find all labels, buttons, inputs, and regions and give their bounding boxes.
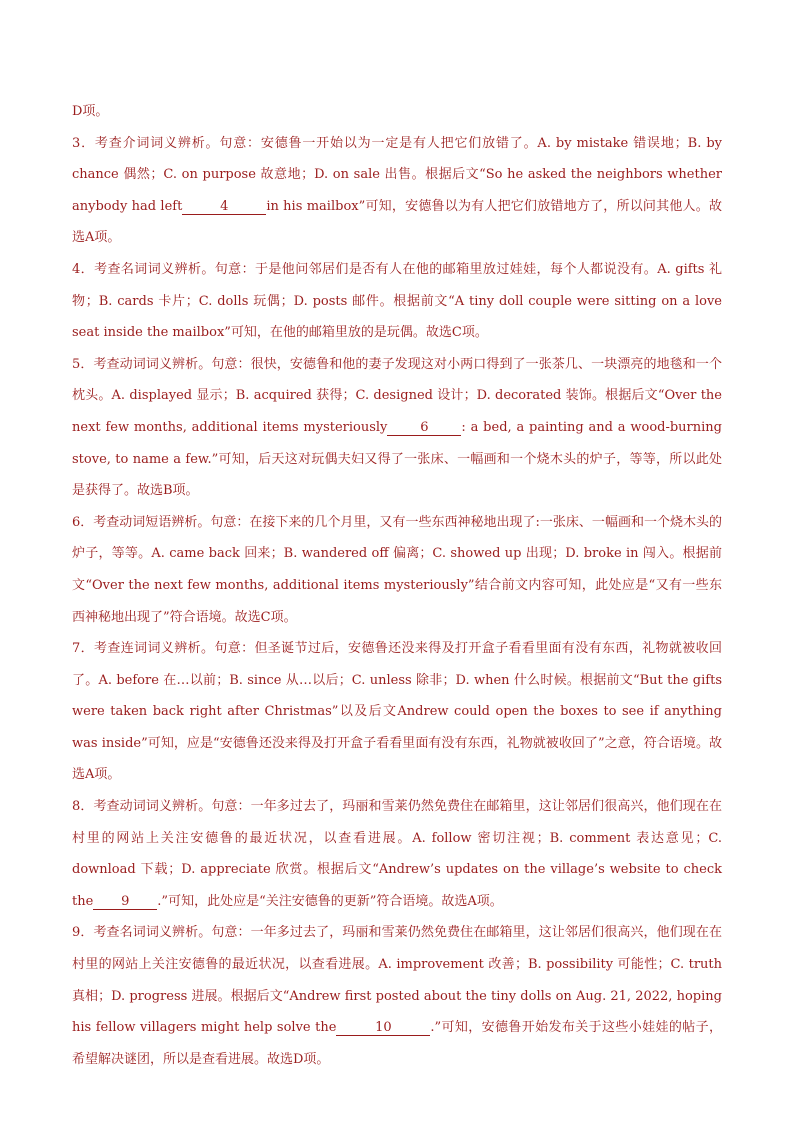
- answer-blank: 4: [182, 200, 266, 215]
- text-segment: 5．考查动词词义辨析。句意：很快，安德鲁和他的妻子发现这对小两口得到了一张茶几、一块漂亮的地毯和一个枕头。A. displayed 显示；B. acquired 获得；C. designed 设计；D. decorated 装饰。根据后文“Over the next few months, additional items mysteriously: [72, 356, 722, 435]
- text-segment: 9．考查名词词义辨析。句意：一年多过去了，玛丽和雪莱仍然免费住在邮箱里，这让邻居们很高兴，他们现在在村里的网站上关注安德鲁的最近状况，以查看进展。A. improvement 改善；B. possibility 可能性；C. truth 真相；D. progress 进展。根据后文“Andrew first posted about the tiny dolls on Aug. 21, 2022, hoping his fellow villagers might help solve the: [72, 925, 722, 1036]
- explanation-item-4: [72, 254, 722, 349]
- explanation-item-3: [72, 128, 722, 254]
- text-segment: 6．考查动词短语辨析。句意：在接下来的几个月里，又有一些东西神秘地出现了:一张床、一幅画和一个烧木头的炉子，等等。A. came back 回来；B. wandered off 偏离；C. showed up 出现；D. broke in 闯入。根据前文“Over the next few months, additional items mysteriously”结合前文内容可知，此处应是“又有一些东西神秘地出现了”符合语境。故选C项。: [72, 514, 722, 625]
- paragraph-continuation: [72, 96, 722, 128]
- answer-blank: 6: [387, 421, 461, 436]
- answer-explanations: [72, 96, 722, 1075]
- answer-blank: 10: [336, 1021, 430, 1036]
- text-segment: D项。: [72, 104, 109, 119]
- explanation-item-7: [72, 633, 722, 791]
- text-segment: : a bed, a painting and a wood-burning stove, to name a few.”可知，后天这对玩偶夫妇又得了一张床、一幅画和一个烧木头的炉子，等等，所以此处是获得了。故选B项。: [72, 419, 722, 499]
- answer-blank: 9: [93, 895, 157, 910]
- text-segment: 3．考查介词词义辨析。句意：安德鲁一开始以为一定是有人把它们放错了。A. by mistake 错误地；B. by chance 偶然；C. on purpose 故意地；D. on sale 出售。根据后文“So he asked the neighbors whether anybody had left: [72, 135, 722, 214]
- explanation-item-9: [72, 917, 722, 1075]
- text-segment: 8．考查动词词义辨析。句意：一年多过去了，玛丽和雪莱仍然免费住在邮箱里，这让邻居们很高兴，他们现在在村里的网站上关注安德鲁的最近状况，以查看进展。A. follow 密切注视；B. comment 表达意见；C. download 下载；D. appreciate 欣赏。根据后文“Andrew’s updates on the village’s website to check the: [72, 799, 722, 909]
- text-segment: in his mailbox”可知，安德鲁以为有人把它们放错地方了，所以问其他人。故选A项。: [72, 198, 722, 246]
- explanation-item-6: [72, 507, 722, 633]
- explanation-item-5: [72, 349, 722, 507]
- text-segment: .”可知，此处应是“关注安德鲁的更新”符合语境。故选A项。: [157, 893, 503, 909]
- text-segment: 4．考查名词词义辨析。句意：于是他问邻居们是否有人在他的邮箱里放过娃娃，每个人都说没有。A. gifts 礼物；B. cards 卡片；C. dolls 玩偶；D. posts 邮件。根据前文“A tiny doll couple were sitting on a love seat inside the mailbox”可知，在他的邮箱里放的是玩偶。故选C项。: [72, 261, 722, 341]
- text-segment: .”可知，安德鲁开始发布关于这些小娃娃的帖子，希望解决谜团，所以是查看进展。故选D项。: [72, 1020, 722, 1067]
- text-segment: 7．考查连词词义辨析。句意：但圣诞节过后，安德鲁还没来得及打开盒子看看里面有没有东西，礼物就被收回了。A. before 在…以前；B. since 从…以后；C. unless 除非；D. when 什么时候。根据前文“But the gifts were taken back right after Christmas”以及后文Andrew could open the boxes to see if anything was inside”可知，应是“安德鲁还没来得及打开盒子看看里面有没有东西，礼物就被收回了”之意，符合语境。故选A项。: [72, 641, 722, 783]
- explanation-item-8: [72, 791, 722, 917]
